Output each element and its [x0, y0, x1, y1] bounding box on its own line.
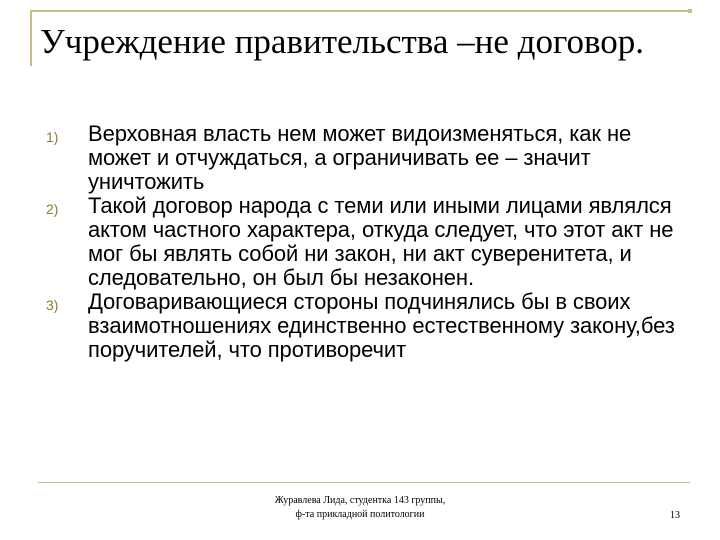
page-number: 13 [670, 510, 680, 521]
list-item-text: Такой договор народа с теми или иными лицами являлся актом частного характера, откуда следует, что этот акт не мог бы являть собой ни закон, ни акт суверенитета, и следовательно, он был бы незаконен. [88, 193, 674, 290]
slide-title: Учреждение правительства –не договор. [40, 22, 644, 61]
list-item-number: 2) [46, 201, 59, 217]
list-item [46, 290, 686, 362]
footer-author [210, 494, 510, 522]
frame-corner-mark [688, 9, 692, 13]
list-item-number: 1) [46, 129, 59, 145]
content-list [46, 122, 686, 362]
list-item-number: 3) [46, 297, 59, 313]
footer-author-line: Журавлева Лида, студентка 143 группы, [274, 495, 446, 506]
frame-top-line [30, 10, 690, 12]
list-item-text: Верховная власть нем может видоизменяться, как не может и отчуждаться, а ограничивать ее – значит уничтожить [88, 121, 632, 194]
footer-divider [38, 482, 690, 483]
frame-left-line [30, 10, 32, 66]
list-item [46, 194, 686, 290]
footer-author-line: ф-та прикладной политологии [295, 509, 425, 520]
list-item [46, 122, 686, 194]
list-item-text: Договаривающиеся стороны подчинялись бы в своих взаимотношениях единственно естественному закону,без поручителей, что противоречит [88, 289, 675, 362]
